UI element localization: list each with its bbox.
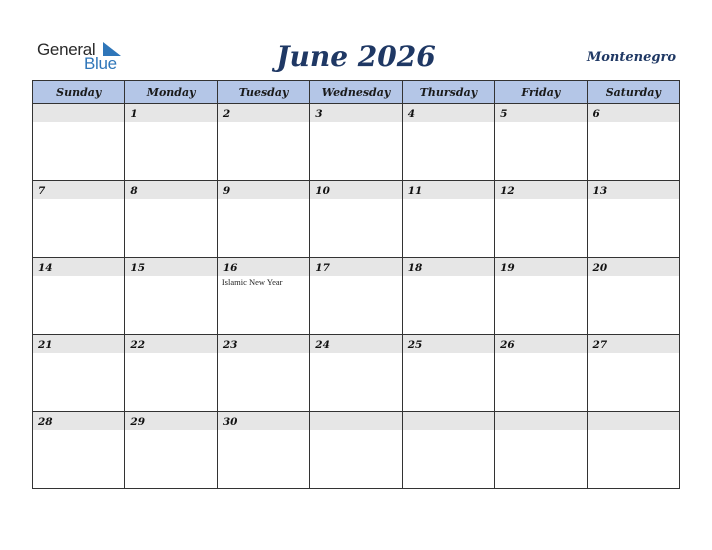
day-cell[interactable] bbox=[587, 335, 679, 412]
day-number: 12 bbox=[495, 181, 586, 199]
day-cell[interactable] bbox=[217, 335, 309, 412]
day-cell[interactable] bbox=[125, 181, 217, 258]
day-number: 22 bbox=[125, 335, 216, 353]
day-cell[interactable] bbox=[217, 412, 309, 489]
day-cell[interactable] bbox=[310, 258, 402, 335]
day-number: 18 bbox=[403, 258, 494, 276]
day-number: 10 bbox=[310, 181, 401, 199]
day-cell[interactable] bbox=[33, 181, 125, 258]
day-cell[interactable] bbox=[125, 335, 217, 412]
day-cell[interactable] bbox=[402, 181, 494, 258]
weekday-header: Friday bbox=[495, 81, 587, 104]
day-number: 16 bbox=[218, 258, 309, 276]
day-cell[interactable] bbox=[33, 258, 125, 335]
day-number: 29 bbox=[125, 412, 216, 430]
calendar-grid bbox=[32, 80, 680, 489]
day-cell[interactable] bbox=[33, 104, 125, 181]
day-number: 30 bbox=[218, 412, 309, 430]
weekday-header: Saturday bbox=[587, 81, 679, 104]
day-cell[interactable] bbox=[402, 335, 494, 412]
day-number: 2 bbox=[218, 104, 309, 122]
week-row bbox=[33, 181, 680, 258]
day-cell[interactable] bbox=[310, 181, 402, 258]
day-number: 26 bbox=[495, 335, 586, 353]
day-cell[interactable] bbox=[310, 412, 402, 489]
week-row bbox=[33, 335, 680, 412]
day-number: 24 bbox=[310, 335, 401, 353]
day-cell[interactable] bbox=[495, 258, 587, 335]
day-cell[interactable] bbox=[587, 104, 679, 181]
day-number bbox=[588, 412, 679, 430]
day-number: 14 bbox=[33, 258, 124, 276]
day-number: 8 bbox=[125, 181, 216, 199]
day-number: 23 bbox=[218, 335, 309, 353]
day-number: 11 bbox=[403, 181, 494, 199]
day-cell[interactable] bbox=[495, 104, 587, 181]
day-number: 28 bbox=[33, 412, 124, 430]
day-number: 21 bbox=[33, 335, 124, 353]
weekday-header: Sunday bbox=[33, 81, 125, 104]
holiday-label: Islamic New Year bbox=[221, 277, 283, 287]
weekday-header: Thursday bbox=[402, 81, 494, 104]
day-number: 13 bbox=[588, 181, 679, 199]
day-cell[interactable] bbox=[217, 181, 309, 258]
day-cell[interactable] bbox=[33, 412, 125, 489]
weekday-header: Wednesday bbox=[310, 81, 402, 104]
country-label: Montenegro bbox=[586, 50, 676, 65]
day-cell[interactable] bbox=[310, 104, 402, 181]
day-number bbox=[495, 412, 586, 430]
day-cell[interactable] bbox=[217, 258, 309, 335]
week-row bbox=[33, 258, 680, 335]
day-number bbox=[33, 104, 124, 122]
logo-text-blue: Blue bbox=[84, 54, 117, 73]
day-number: 4 bbox=[403, 104, 494, 122]
day-number: 27 bbox=[588, 335, 679, 353]
day-number: 17 bbox=[310, 258, 401, 276]
day-cell[interactable] bbox=[495, 412, 587, 489]
weekday-header: Tuesday bbox=[217, 81, 309, 104]
day-number: 1 bbox=[125, 104, 216, 122]
day-cell[interactable] bbox=[33, 335, 125, 412]
day-number bbox=[310, 412, 401, 430]
day-number: 7 bbox=[33, 181, 124, 199]
day-cell[interactable] bbox=[402, 104, 494, 181]
day-number: 19 bbox=[495, 258, 586, 276]
day-number: 15 bbox=[125, 258, 216, 276]
day-cell[interactable] bbox=[587, 412, 679, 489]
day-number bbox=[403, 412, 494, 430]
day-cell[interactable] bbox=[587, 258, 679, 335]
day-number: 20 bbox=[588, 258, 679, 276]
day-number: 5 bbox=[495, 104, 586, 122]
calendar-title: June 2026 bbox=[276, 40, 436, 73]
week-row bbox=[33, 412, 680, 489]
day-number: 25 bbox=[403, 335, 494, 353]
day-cell[interactable] bbox=[402, 258, 494, 335]
day-cell[interactable] bbox=[587, 181, 679, 258]
day-number: 9 bbox=[218, 181, 309, 199]
day-cell[interactable] bbox=[125, 104, 217, 181]
day-cell[interactable] bbox=[495, 335, 587, 412]
logo-text-general: General bbox=[37, 40, 96, 59]
day-cell[interactable] bbox=[495, 181, 587, 258]
day-cell[interactable] bbox=[125, 258, 217, 335]
weekday-header-row bbox=[33, 81, 680, 104]
day-cell[interactable] bbox=[217, 104, 309, 181]
day-number: 3 bbox=[310, 104, 401, 122]
day-cell[interactable] bbox=[310, 335, 402, 412]
week-row bbox=[33, 104, 680, 181]
day-number: 6 bbox=[588, 104, 679, 122]
day-cell[interactable] bbox=[402, 412, 494, 489]
day-cell[interactable] bbox=[125, 412, 217, 489]
weekday-header: Monday bbox=[125, 81, 217, 104]
